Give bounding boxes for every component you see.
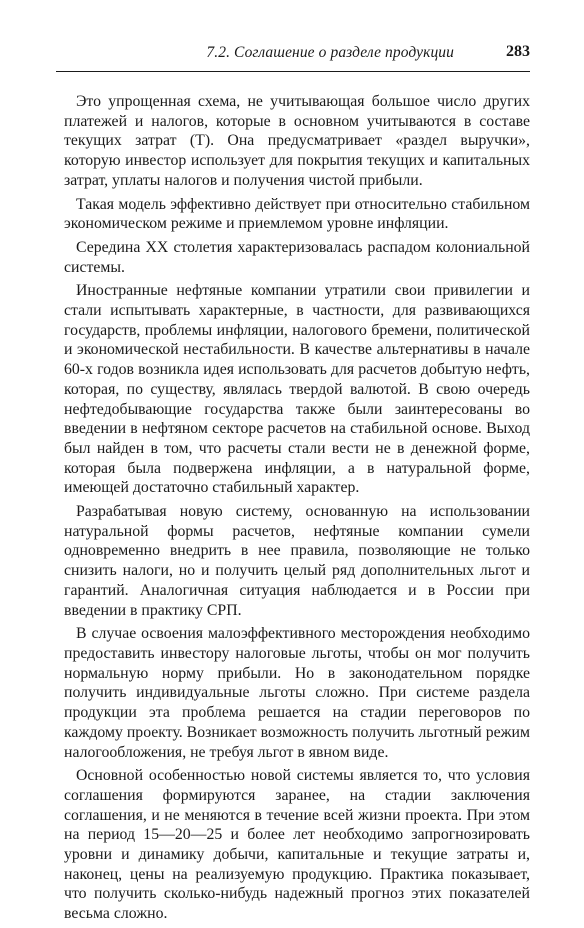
paragraph: Середина XX столетия характеризовалась распадом колониальной системы. [64,238,530,276]
paragraph: Иностранные нефтяные компании утратили свои привилегии и стали испытывать характерные, в частности, для развивающихся государств, проблемы инфляции, налогового бремени, политической и экономической нестабильности. В качестве альтернативы в начале 60-х годов возникла идея использовать для расчетов добытую нефть, которая, по существу, являлась твердой валютой. В свою очередь нефтедобывающие государства также были заинтересованы во введении в нефтяном секторе расчетов на стабильной основе. Выход был найден в том, что расчеты стали вести не в денежной форме, которая была подвержена инфляции, а в натуральной форме, имеющей достаточно стабильный характер. [64,282,530,497]
running-head [56,44,530,70]
page-number: 283 [506,43,530,60]
running-title: 7.2. Соглашение о разделе продукции [206,44,454,61]
header-rule [56,71,530,72]
paragraph: Это упрощенная схема, не учитывающая большое число других платежей и налогов, которые в основном учитываются в составе текущих затрат (T). Она предусматривает «раздел выручки», которую инвестор использует для покрытия текущих и капитальных затрат, уплаты налогов и получения чистой прибыли. [64,93,530,189]
paragraph: Разрабатывая новую систему, основанную на использовании натуральной формы расчетов, нефтяные компании сумели одновременно внедрить в нее правила, позволяющие не только снизить налоги, но и получить целый ряд дополнительных льгот и гарантий. Аналогичная ситуация наблюдается и в России при введении в практику СРП. [64,503,530,619]
paragraph: Такая модель эффективно действует при относительно стабильном экономическом режиме и приемлемом уровне инфляции. [64,195,530,233]
paragraph: Основной особенностью новой системы является то, что условия соглашения формируются заранее, на стадии заключения соглашения, и не меняются в течение всей жизни проекта. При этом на период 15—20—25 и более лет необходимо запрогнозировать уровни и динамику добычи, капитальные и текущие затраты и, наконец, цены на реализуемую продукцию. Практика показывает, что получить сколько-нибудь надежный прогноз этих показателей весьма сложно. [64,767,530,923]
paragraph: В случае освоения малоэффективного месторождения необходимо предоставить инвестору налоговые льготы, чтобы он мог получить нормальную норму прибыли. Но в законодательном порядке получить индивидуальные льготы сложно. При системе раздела продукции эта проблема решается на стадии переговоров по каждому проекту. Возникает возможность получить льготный режим налогообложения, не требуя льгот в явном виде. [64,625,530,761]
body-text [64,92,530,928]
